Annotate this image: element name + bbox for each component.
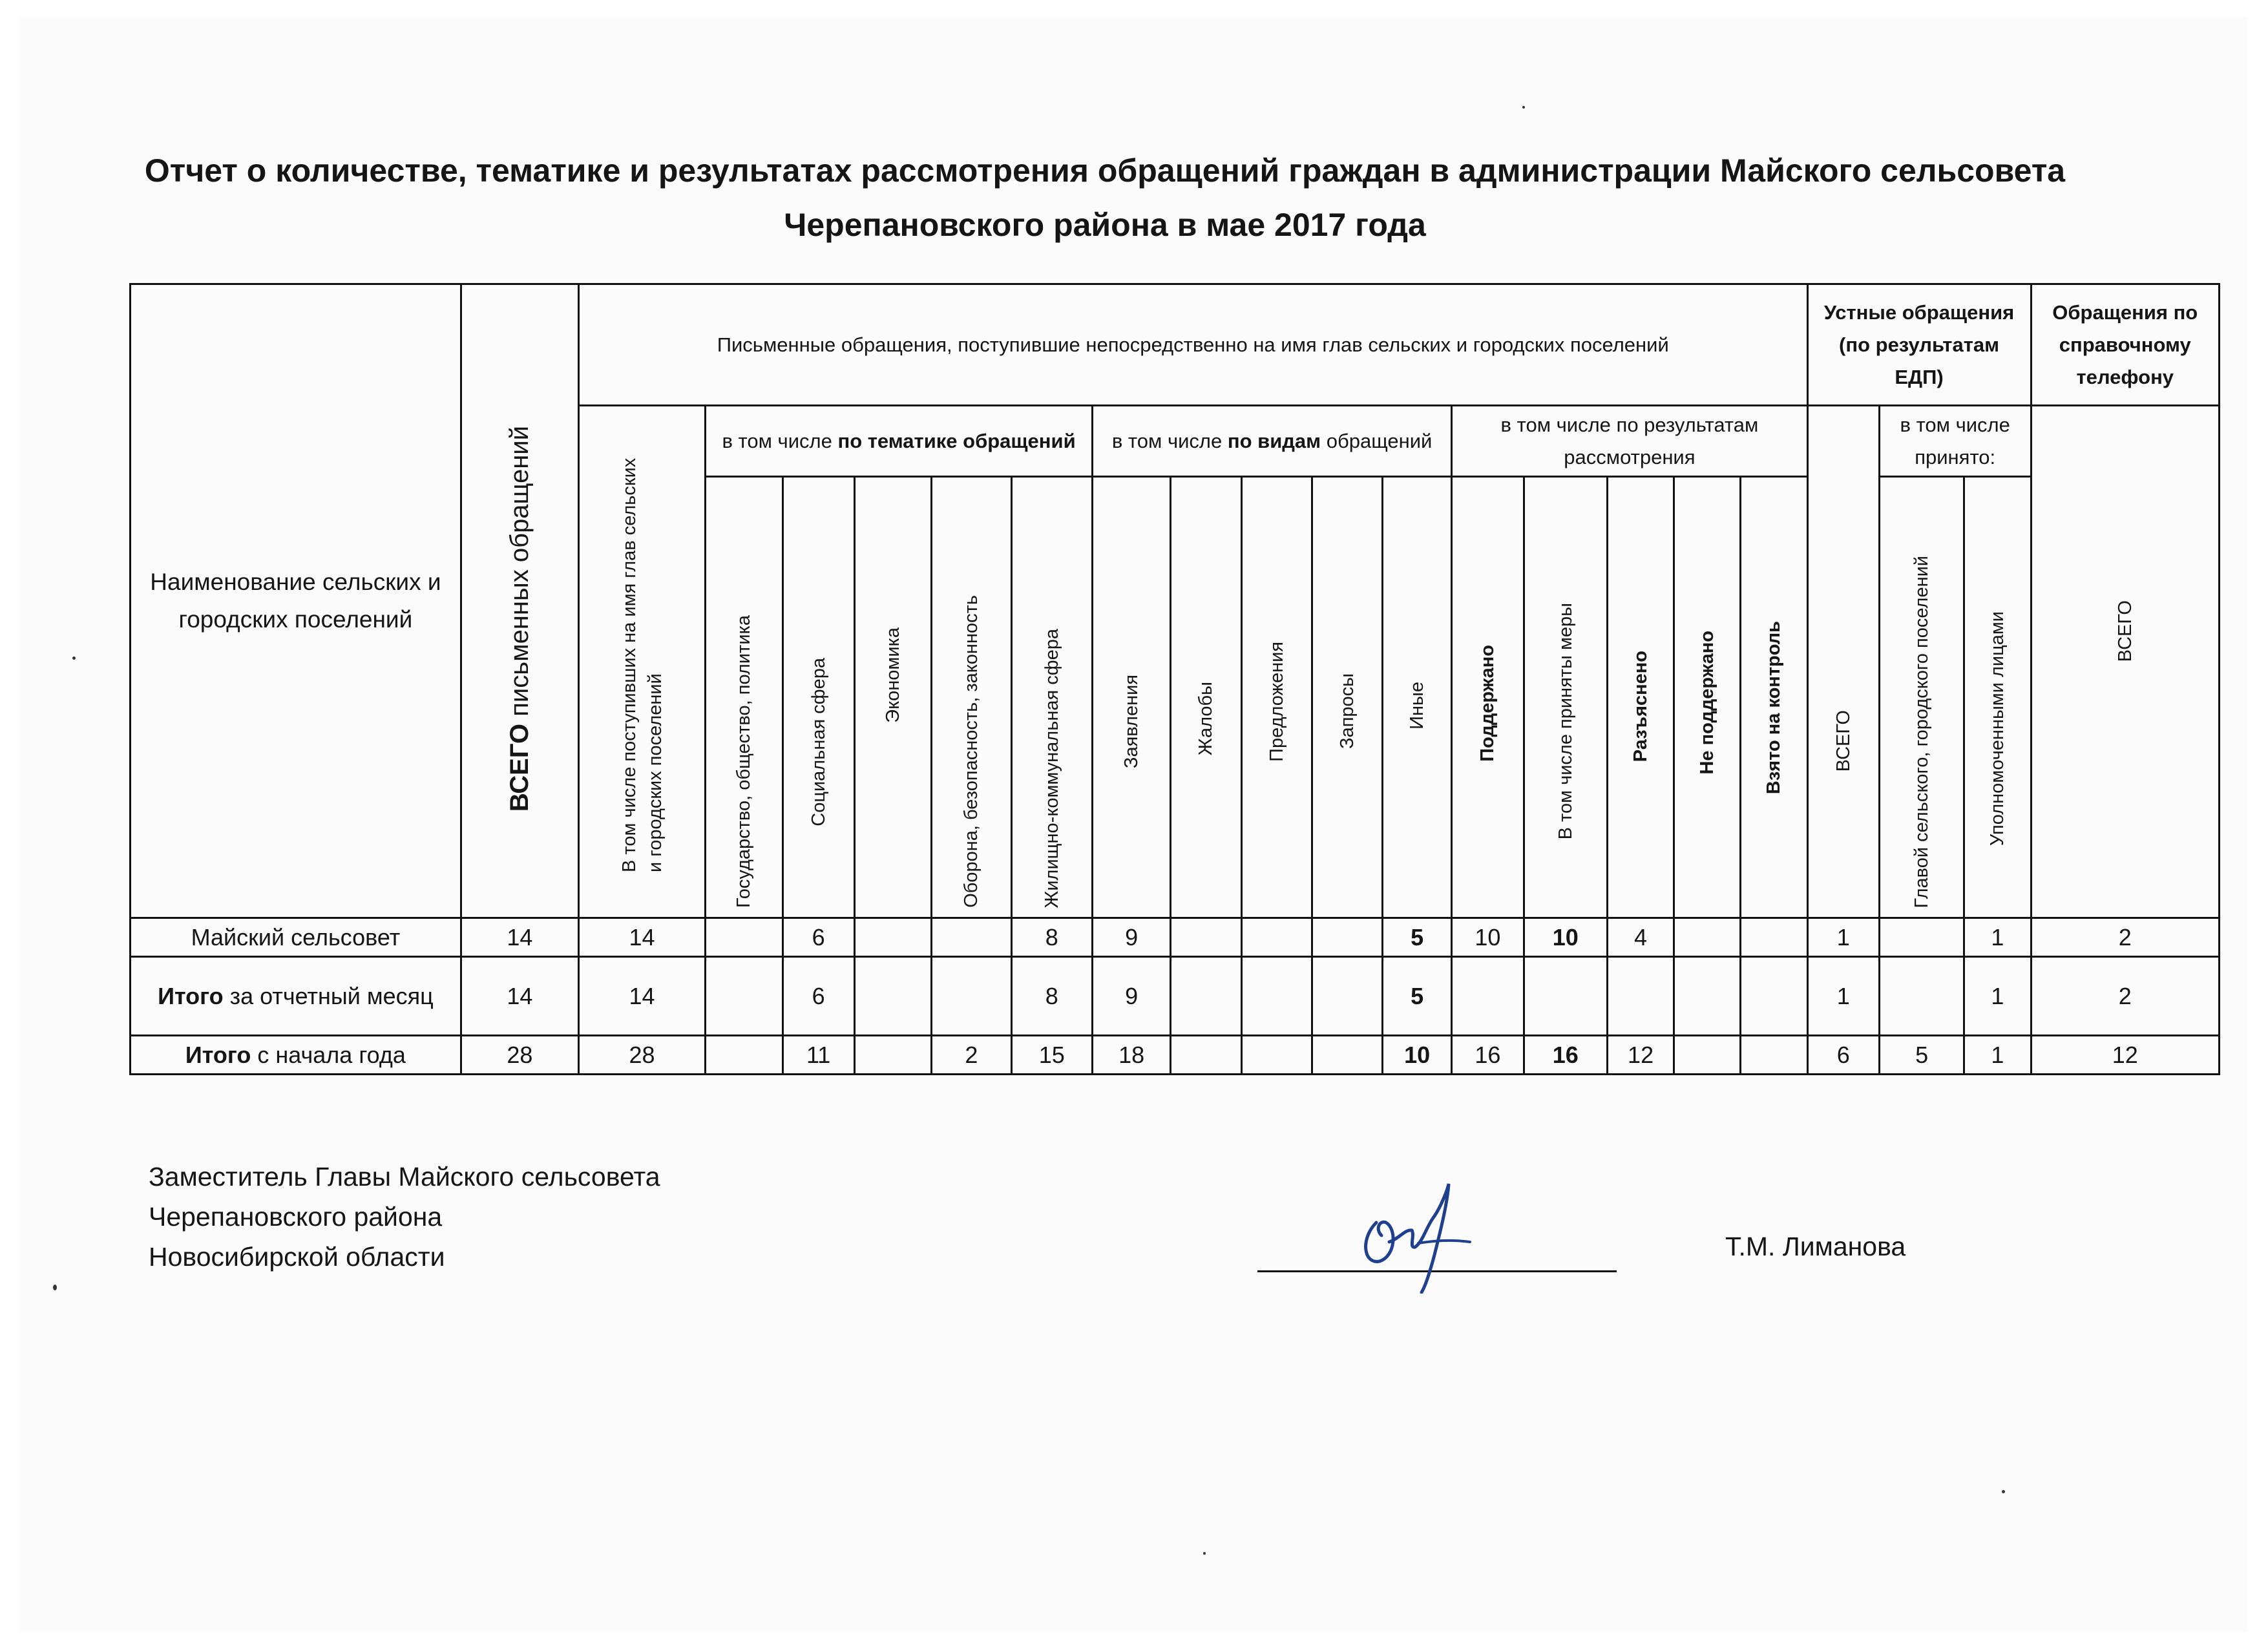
table-cell: 5 bbox=[1879, 1036, 1964, 1075]
table-cell: 4 bbox=[1607, 918, 1674, 957]
table-cell bbox=[854, 957, 931, 1036]
header-settlement-name: Наименование сельских и городских поселений bbox=[131, 284, 461, 918]
table-cell bbox=[1171, 918, 1241, 957]
table-cell bbox=[1674, 918, 1741, 957]
table-cell: 18 bbox=[1092, 1036, 1170, 1075]
scan-speck bbox=[1203, 1552, 1206, 1555]
header-oral-total: ВСЕГО bbox=[1807, 406, 1879, 918]
table-cell: 2 bbox=[2031, 957, 2219, 1036]
header-by-result: в том числе по результатам рассмотрения bbox=[1452, 406, 1807, 477]
table-cell bbox=[1241, 918, 1312, 957]
header-type-statements: Заявления bbox=[1092, 477, 1170, 918]
header-result-not-supported: Не поддержано bbox=[1674, 477, 1741, 918]
table-cell: 16 bbox=[1452, 1036, 1524, 1075]
table-cell bbox=[1312, 957, 1382, 1036]
table-cell bbox=[1741, 1036, 1807, 1075]
table-cell bbox=[1312, 1036, 1382, 1075]
table-cell: 6 bbox=[1807, 1036, 1879, 1075]
table-cell: 28 bbox=[578, 1036, 705, 1075]
table-cell bbox=[1741, 957, 1807, 1036]
table-cell: 14 bbox=[578, 957, 705, 1036]
table-cell bbox=[1674, 1036, 1741, 1075]
table-cell: 9 bbox=[1092, 918, 1170, 957]
header-by-topic: в том числе по тематике обращений bbox=[706, 406, 1093, 477]
table-cell: 12 bbox=[1607, 1036, 1674, 1075]
table-cell bbox=[1241, 957, 1312, 1036]
table-cell: 1 bbox=[1807, 918, 1879, 957]
table-cell: 11 bbox=[782, 1036, 854, 1075]
table-cell: 10 bbox=[1383, 1036, 1452, 1075]
signer-name: Т.М. Лиманова bbox=[1725, 1232, 1906, 1261]
table-cell: 2 bbox=[932, 1036, 1011, 1075]
header-total-written: ВСЕГО письменных обращений bbox=[461, 284, 578, 918]
table-cell bbox=[1171, 1036, 1241, 1075]
report-title-line-1: Отчет о количестве, тематике и результатах рассмотрения обращений граждан в администрации Майского сельсовета bbox=[144, 152, 2066, 189]
table-cell bbox=[854, 1036, 931, 1075]
header-topic-state: Государство, общество, политика bbox=[706, 477, 782, 918]
footer-position bbox=[149, 1157, 660, 1277]
table-cell: 14 bbox=[461, 957, 578, 1036]
header-type-proposals: Предложения bbox=[1241, 477, 1312, 918]
table-row bbox=[131, 918, 2220, 957]
table-cell: 14 bbox=[578, 918, 705, 957]
table-cell: 5 bbox=[1383, 918, 1452, 957]
table-cell: 1 bbox=[1964, 957, 2031, 1036]
table-cell: 15 bbox=[1011, 1036, 1092, 1075]
report-title bbox=[129, 143, 2081, 252]
table-cell: 1 bbox=[1964, 918, 2031, 957]
table-cell: 10 bbox=[1452, 918, 1524, 957]
table-cell bbox=[1452, 957, 1524, 1036]
table-cell: 14 bbox=[461, 918, 578, 957]
header-by-type: в том числе по видам обращений bbox=[1092, 406, 1451, 477]
table-row bbox=[131, 1036, 2220, 1075]
table-cell bbox=[1607, 957, 1674, 1036]
table-cell bbox=[706, 1036, 782, 1075]
header-type-other: Иные bbox=[1383, 477, 1452, 918]
table-cell: 9 bbox=[1092, 957, 1170, 1036]
table-cell: 5 bbox=[1383, 957, 1452, 1036]
table-cell bbox=[1524, 957, 1607, 1036]
header-oral-by-authorized: Уполномоченными лицами bbox=[1964, 477, 2031, 918]
table-cell: 28 bbox=[461, 1036, 578, 1075]
header-topic-social: Социальная сфера bbox=[782, 477, 854, 918]
table-cell bbox=[1674, 957, 1741, 1036]
table-cell bbox=[854, 918, 931, 957]
table-cell: 1 bbox=[1964, 1036, 2031, 1075]
table-cell bbox=[1312, 918, 1382, 957]
header-phone-group: Обращения по справочному телефону bbox=[2031, 284, 2219, 406]
scan-speck bbox=[53, 1285, 57, 1290]
table-cell bbox=[1171, 957, 1241, 1036]
table-cell: 8 bbox=[1011, 918, 1092, 957]
handwritten-signature bbox=[1350, 1177, 1473, 1294]
header-oral-group: Устные обращения (по результатам ЕДП) bbox=[1807, 284, 2031, 406]
header-type-requests: Запросы bbox=[1312, 477, 1382, 918]
scan-speck bbox=[2002, 1490, 2005, 1493]
scan-speck bbox=[72, 656, 76, 660]
footer-line-3: Новосибирской области bbox=[149, 1242, 445, 1272]
table-cell bbox=[1879, 957, 1964, 1036]
header-result-measures: В том числе приняты меры bbox=[1524, 477, 1607, 918]
header-phone-total: ВСЕГО bbox=[2031, 406, 2219, 918]
header-incl-heads: В том числе поступивших на имя глав сельских и городских поселений bbox=[578, 406, 705, 918]
footer-line-1: Заместитель Главы Майского сельсовета bbox=[149, 1162, 660, 1192]
table-cell bbox=[706, 957, 782, 1036]
table-cell: 6 bbox=[782, 918, 854, 957]
header-result-control: Взято на контроль bbox=[1741, 477, 1807, 918]
table-cell bbox=[706, 918, 782, 957]
table-row bbox=[131, 957, 2220, 1036]
header-topic-economy: Экономика bbox=[854, 477, 931, 918]
table-cell: 6 bbox=[782, 957, 854, 1036]
table-cell bbox=[1741, 918, 1807, 957]
table-cell bbox=[932, 957, 1011, 1036]
table-cell bbox=[1879, 918, 1964, 957]
scan-speck bbox=[1522, 106, 1525, 109]
table-cell: 16 bbox=[1524, 1036, 1607, 1075]
header-oral-by-head: Главой сельского, городского поселений bbox=[1879, 477, 1964, 918]
row-settlement-name: Майский сельсовет bbox=[131, 918, 461, 957]
table-cell bbox=[1241, 1036, 1312, 1075]
report-title-line-2: Черепановского района в мае 2017 года bbox=[784, 207, 1426, 243]
header-topic-defense: Оборона, безопасность, законность bbox=[932, 477, 1011, 918]
table-cell: 2 bbox=[2031, 918, 2219, 957]
table-cell: 12 bbox=[2031, 1036, 2219, 1075]
row-settlement-name: Итого за отчетный месяц bbox=[131, 957, 461, 1036]
footer-line-2: Черепановского района bbox=[149, 1202, 443, 1232]
header-written-group: Письменные обращения, поступившие непосредственно на имя глав сельских и городских поселений bbox=[578, 284, 1807, 406]
header-topic-housing: Жилищно-коммунальная сфера bbox=[1011, 477, 1092, 918]
header-type-complaints: Жалобы bbox=[1171, 477, 1241, 918]
header-result-explained: Разъяснено bbox=[1607, 477, 1674, 918]
header-oral-accepted: в том числе принято: bbox=[1879, 406, 2031, 477]
report-table bbox=[129, 283, 2220, 1075]
table-cell: 8 bbox=[1011, 957, 1092, 1036]
table-cell: 1 bbox=[1807, 957, 1879, 1036]
table-cell: 10 bbox=[1524, 918, 1607, 957]
row-settlement-name: Итого с начала года bbox=[131, 1036, 461, 1075]
table-cell bbox=[932, 918, 1011, 957]
header-result-supported: Поддержано bbox=[1452, 477, 1524, 918]
